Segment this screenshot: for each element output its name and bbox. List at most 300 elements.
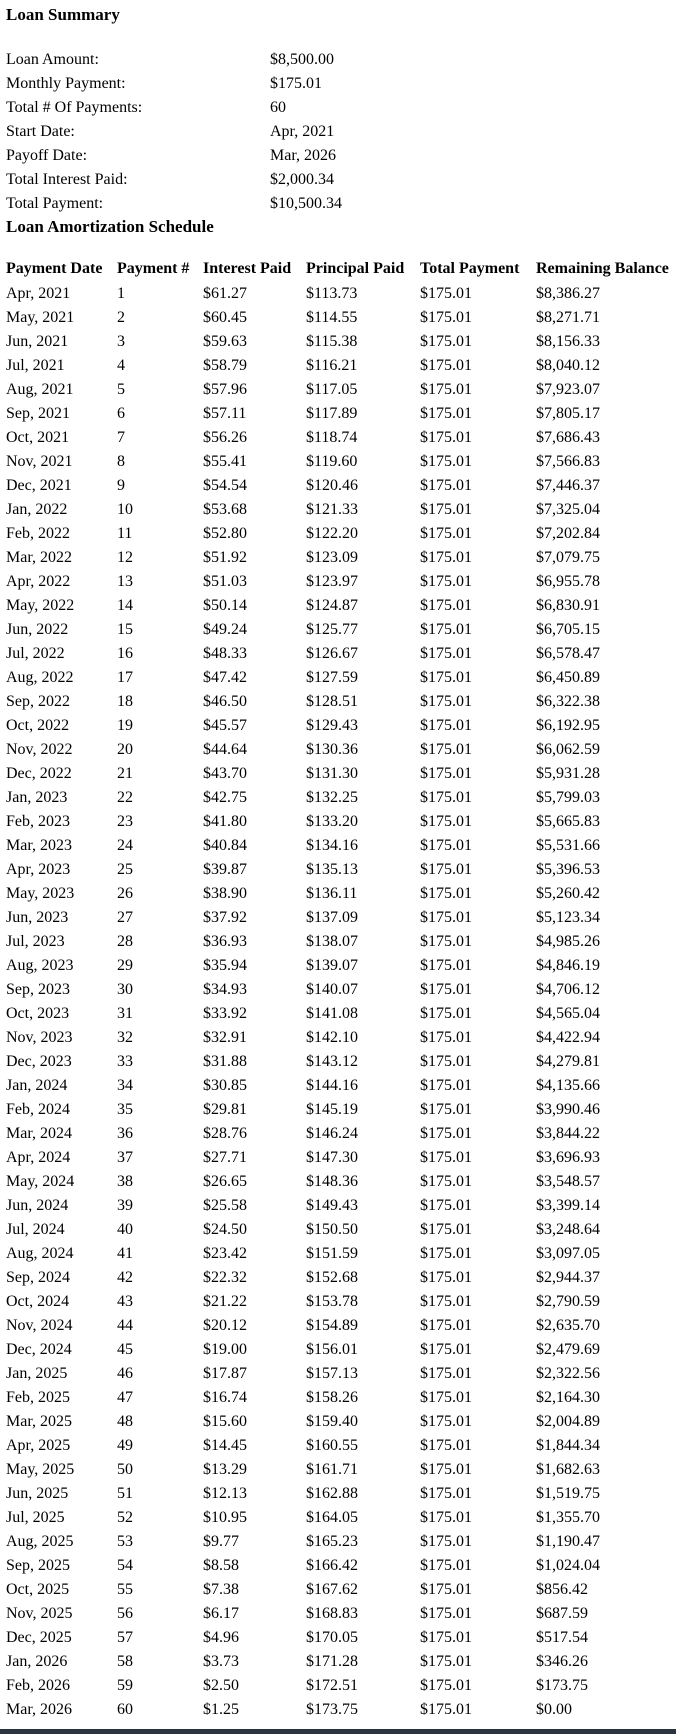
table-row — [6, 762, 676, 786]
cell-payment-date: Oct, 2023 — [6, 1005, 70, 1022]
cell-total-payment: $175.01 — [420, 957, 472, 974]
cell-payment-number: 32 — [117, 1029, 133, 1046]
cell-payment-number: 30 — [117, 981, 133, 998]
cell-principal-paid: $123.97 — [306, 573, 358, 590]
cell-payment-date: May, 2025 — [6, 1461, 75, 1478]
cell-total-payment: $175.01 — [420, 1629, 472, 1646]
cell-remaining-balance: $3,990.46 — [536, 1101, 600, 1118]
cell-remaining-balance: $2,479.69 — [536, 1341, 600, 1358]
cell-payment-number: 49 — [117, 1437, 133, 1454]
cell-total-payment: $175.01 — [420, 813, 472, 830]
cell-interest-paid: $45.57 — [203, 717, 247, 734]
summary-value: $8,500.00 — [270, 51, 334, 68]
cell-payment-number: 41 — [117, 1245, 133, 1262]
table-row — [6, 1122, 676, 1146]
table-row — [6, 690, 676, 714]
cell-payment-number: 26 — [117, 885, 133, 902]
table-row — [6, 546, 676, 570]
cell-remaining-balance: $5,260.42 — [536, 885, 600, 902]
cell-remaining-balance: $1,190.47 — [536, 1533, 600, 1550]
cell-interest-paid: $22.32 — [203, 1269, 247, 1286]
cell-total-payment: $175.01 — [420, 1125, 472, 1142]
cell-payment-number: 6 — [117, 405, 125, 422]
cell-interest-paid: $1.25 — [203, 1701, 239, 1718]
cell-principal-paid: $124.87 — [306, 597, 358, 614]
cell-remaining-balance: $3,548.57 — [536, 1173, 600, 1190]
cell-principal-paid: $149.43 — [306, 1197, 358, 1214]
cell-interest-paid: $49.24 — [203, 621, 247, 638]
table-row — [6, 1170, 676, 1194]
cell-principal-paid: $141.08 — [306, 1005, 358, 1022]
cell-payment-number: 46 — [117, 1365, 133, 1382]
cell-interest-paid: $61.27 — [203, 285, 247, 302]
cell-remaining-balance: $3,248.64 — [536, 1221, 600, 1238]
cell-interest-paid: $35.94 — [203, 957, 247, 974]
cell-principal-paid: $167.62 — [306, 1581, 358, 1598]
cell-remaining-balance: $7,805.17 — [536, 405, 600, 422]
cell-principal-paid: $143.12 — [306, 1053, 358, 1070]
cell-payment-number: 48 — [117, 1413, 133, 1430]
table-row — [6, 1002, 676, 1026]
cell-payment-date: Jan, 2024 — [6, 1077, 68, 1094]
cell-remaining-balance: $0.00 — [536, 1701, 572, 1718]
cell-interest-paid: $57.96 — [203, 381, 247, 398]
cell-payment-number: 44 — [117, 1317, 133, 1334]
cell-payment-number: 51 — [117, 1485, 133, 1502]
cell-principal-paid: $117.05 — [306, 381, 358, 398]
cell-payment-number: 23 — [117, 813, 133, 830]
cell-interest-paid: $4.96 — [203, 1629, 239, 1646]
cell-interest-paid: $48.33 — [203, 645, 247, 662]
cell-remaining-balance: $5,665.83 — [536, 813, 600, 830]
table-row — [6, 402, 676, 426]
cell-remaining-balance: $4,846.19 — [536, 957, 600, 974]
cell-principal-paid: $153.78 — [306, 1293, 358, 1310]
cell-remaining-balance: $6,955.78 — [536, 573, 600, 590]
cell-remaining-balance: $7,686.43 — [536, 429, 600, 446]
cell-principal-paid: $142.10 — [306, 1029, 358, 1046]
cell-principal-paid: $116.21 — [306, 357, 358, 374]
cell-remaining-balance: $6,062.59 — [536, 741, 600, 758]
cell-remaining-balance: $7,923.07 — [536, 381, 600, 398]
cell-total-payment: $175.01 — [420, 1341, 472, 1358]
cell-payment-number: 60 — [117, 1701, 133, 1718]
cell-remaining-balance: $7,446.37 — [536, 477, 600, 494]
summary-row — [6, 72, 676, 96]
cell-interest-paid: $25.58 — [203, 1197, 247, 1214]
cell-interest-paid: $28.76 — [203, 1125, 247, 1142]
cell-interest-paid: $57.11 — [203, 405, 247, 422]
cell-payment-date: Mar, 2023 — [6, 837, 73, 854]
cell-interest-paid: $51.92 — [203, 549, 247, 566]
table-row — [6, 1242, 676, 1266]
table-header-row — [6, 256, 676, 282]
cell-total-payment: $175.01 — [420, 1317, 472, 1334]
cell-interest-paid: $53.68 — [203, 501, 247, 518]
cell-principal-paid: $144.16 — [306, 1077, 358, 1094]
cell-remaining-balance: $4,706.12 — [536, 981, 600, 998]
cell-total-payment: $175.01 — [420, 453, 472, 470]
cell-interest-paid: $36.93 — [203, 933, 247, 950]
cell-payment-number: 28 — [117, 933, 133, 950]
cell-payment-number: 27 — [117, 909, 133, 926]
cell-payment-date: Apr, 2022 — [6, 573, 71, 590]
cell-remaining-balance: $3,844.22 — [536, 1125, 600, 1142]
cell-remaining-balance: $5,396.53 — [536, 861, 600, 878]
cell-payment-number: 47 — [117, 1389, 133, 1406]
cell-remaining-balance: $687.59 — [536, 1605, 588, 1622]
cell-payment-date: Jul, 2023 — [6, 933, 65, 950]
summary-label: Total Interest Paid: — [6, 171, 128, 188]
cell-remaining-balance: $2,322.56 — [536, 1365, 600, 1382]
cell-principal-paid: $168.83 — [306, 1605, 358, 1622]
table-row — [6, 1290, 676, 1314]
cell-payment-date: Oct, 2021 — [6, 429, 70, 446]
cell-total-payment: $175.01 — [420, 933, 472, 950]
table-row — [6, 738, 676, 762]
cell-payment-date: Dec, 2021 — [6, 477, 72, 494]
cell-payment-date: Aug, 2021 — [6, 381, 74, 398]
cell-total-payment: $175.01 — [420, 285, 472, 302]
cell-payment-date: Sep, 2025 — [6, 1557, 70, 1574]
cell-remaining-balance: $346.26 — [536, 1653, 588, 1670]
schedule-title: Loan Amortization Schedule — [6, 217, 214, 236]
cell-total-payment: $175.01 — [420, 381, 472, 398]
cell-interest-paid: $44.64 — [203, 741, 247, 758]
cell-payment-number: 15 — [117, 621, 133, 638]
table-row — [6, 594, 676, 618]
cell-payment-date: Dec, 2025 — [6, 1629, 72, 1646]
table-row — [6, 570, 676, 594]
cell-principal-paid: $145.19 — [306, 1101, 358, 1118]
cell-total-payment: $175.01 — [420, 1149, 472, 1166]
cell-payment-date: Jul, 2025 — [6, 1509, 65, 1526]
cell-total-payment: $175.01 — [420, 501, 472, 518]
cell-payment-number: 42 — [117, 1269, 133, 1286]
cell-total-payment: $175.01 — [420, 1197, 472, 1214]
cell-total-payment: $175.01 — [420, 1077, 472, 1094]
cell-interest-paid: $51.03 — [203, 573, 247, 590]
cell-total-payment: $175.01 — [420, 405, 472, 422]
cell-payment-date: Jul, 2024 — [6, 1221, 65, 1238]
cell-total-payment: $175.01 — [420, 669, 472, 686]
table-row — [6, 834, 676, 858]
cell-payment-number: 4 — [117, 357, 125, 374]
cell-payment-number: 35 — [117, 1101, 133, 1118]
cell-interest-paid: $38.90 — [203, 885, 247, 902]
col-header-interest-paid: Interest Paid — [203, 260, 292, 277]
col-header-payment-number: Payment # — [117, 260, 190, 277]
cell-payment-number: 31 — [117, 1005, 133, 1022]
cell-principal-paid: $150.50 — [306, 1221, 358, 1238]
cell-principal-paid: $122.20 — [306, 525, 358, 542]
cell-total-payment: $175.01 — [420, 1101, 472, 1118]
cell-principal-paid: $159.40 — [306, 1413, 358, 1430]
cell-principal-paid: $138.07 — [306, 933, 358, 950]
cell-interest-paid: $58.79 — [203, 357, 247, 374]
cell-total-payment: $175.01 — [420, 357, 472, 374]
cell-payment-date: Feb, 2024 — [6, 1101, 70, 1118]
cell-payment-date: Aug, 2025 — [6, 1533, 74, 1550]
cell-total-payment: $175.01 — [420, 549, 472, 566]
cell-total-payment: $175.01 — [420, 1269, 472, 1286]
cell-interest-paid: $6.17 — [203, 1605, 239, 1622]
cell-payment-number: 8 — [117, 453, 125, 470]
cell-remaining-balance: $1,024.04 — [536, 1557, 600, 1574]
cell-payment-number: 50 — [117, 1461, 133, 1478]
cell-principal-paid: $151.59 — [306, 1245, 358, 1262]
table-row — [6, 1410, 676, 1434]
table-body — [6, 282, 676, 1722]
cell-payment-number: 12 — [117, 549, 133, 566]
cell-payment-date: Jun, 2021 — [6, 333, 69, 350]
table-row — [6, 1026, 676, 1050]
table-row — [6, 1098, 676, 1122]
cell-total-payment: $175.01 — [420, 1029, 472, 1046]
cell-remaining-balance: $1,844.34 — [536, 1437, 600, 1454]
table-row — [6, 306, 676, 330]
summary-row — [6, 192, 676, 216]
cell-payment-date: Jun, 2023 — [6, 909, 69, 926]
table-row — [6, 858, 676, 882]
cell-payment-number: 10 — [117, 501, 133, 518]
table-row — [6, 1626, 676, 1650]
cell-principal-paid: $114.55 — [306, 309, 358, 326]
cell-principal-paid: $162.88 — [306, 1485, 358, 1502]
cell-remaining-balance: $856.42 — [536, 1581, 588, 1598]
cell-interest-paid: $2.50 — [203, 1677, 239, 1694]
cell-total-payment: $175.01 — [420, 333, 472, 350]
cell-remaining-balance: $4,565.04 — [536, 1005, 600, 1022]
cell-total-payment: $175.01 — [420, 1173, 472, 1190]
cell-remaining-balance: $5,531.66 — [536, 837, 600, 854]
cell-principal-paid: $126.67 — [306, 645, 358, 662]
cell-payment-date: Nov, 2025 — [6, 1605, 73, 1622]
cell-payment-number: 56 — [117, 1605, 133, 1622]
cell-remaining-balance: $1,355.70 — [536, 1509, 600, 1526]
cell-principal-paid: $119.60 — [306, 453, 358, 470]
cell-principal-paid: $170.05 — [306, 1629, 358, 1646]
cell-payment-number: 20 — [117, 741, 133, 758]
summary-title: Loan Summary — [6, 5, 120, 24]
cell-remaining-balance: $8,156.33 — [536, 333, 600, 350]
cell-payment-number: 55 — [117, 1581, 133, 1598]
cell-payment-number: 7 — [117, 429, 125, 446]
cell-payment-date: Nov, 2024 — [6, 1317, 73, 1334]
cell-interest-paid: $7.38 — [203, 1581, 239, 1598]
cell-payment-date: Nov, 2022 — [6, 741, 73, 758]
summary-row — [6, 96, 676, 120]
cell-remaining-balance: $8,040.12 — [536, 357, 600, 374]
cell-interest-paid: $19.00 — [203, 1341, 247, 1358]
cell-interest-paid: $23.42 — [203, 1245, 247, 1262]
cell-principal-paid: $125.77 — [306, 621, 358, 638]
table-row — [6, 1674, 676, 1698]
table-row — [6, 1458, 676, 1482]
cell-total-payment: $175.01 — [420, 909, 472, 926]
cell-interest-paid: $43.70 — [203, 765, 247, 782]
cell-payment-date: Jul, 2022 — [6, 645, 65, 662]
cell-remaining-balance: $7,325.04 — [536, 501, 600, 518]
cell-total-payment: $175.01 — [420, 1293, 472, 1310]
cell-interest-paid: $8.58 — [203, 1557, 239, 1574]
cell-payment-date: Oct, 2022 — [6, 717, 70, 734]
cell-payment-date: Aug, 2022 — [6, 669, 74, 686]
table-row — [6, 426, 676, 450]
cell-interest-paid: $59.63 — [203, 333, 247, 350]
table-row — [6, 474, 676, 498]
cell-payment-date: Feb, 2025 — [6, 1389, 70, 1406]
cell-payment-date: Sep, 2024 — [6, 1269, 70, 1286]
cell-payment-date: Dec, 2023 — [6, 1053, 72, 1070]
cell-payment-number: 25 — [117, 861, 133, 878]
cell-interest-paid: $50.14 — [203, 597, 247, 614]
cell-principal-paid: $117.89 — [306, 405, 358, 422]
cell-interest-paid: $54.54 — [203, 477, 247, 494]
cell-total-payment: $175.01 — [420, 1509, 472, 1526]
cell-total-payment: $175.01 — [420, 645, 472, 662]
table-row — [6, 1314, 676, 1338]
cell-principal-paid: $164.05 — [306, 1509, 358, 1526]
table-row — [6, 1218, 676, 1242]
table-row — [6, 450, 676, 474]
summary-value: Apr, 2021 — [270, 123, 335, 140]
cell-principal-paid: $128.51 — [306, 693, 358, 710]
cell-payment-date: Apr, 2025 — [6, 1437, 71, 1454]
summary-row — [6, 48, 676, 72]
cell-payment-date: Oct, 2025 — [6, 1581, 70, 1598]
cell-payment-date: Nov, 2023 — [6, 1029, 73, 1046]
table-row — [6, 1506, 676, 1530]
cell-payment-number: 38 — [117, 1173, 133, 1190]
col-header-principal-paid: Principal Paid — [306, 260, 405, 277]
amortization-table — [6, 256, 676, 1722]
cell-interest-paid: $42.75 — [203, 789, 247, 806]
table-row — [6, 1578, 676, 1602]
cell-interest-paid: $46.50 — [203, 693, 247, 710]
cell-total-payment: $175.01 — [420, 1389, 472, 1406]
cell-payment-number: 1 — [117, 285, 125, 302]
cell-payment-date: Jun, 2024 — [6, 1197, 69, 1214]
cell-payment-date: Nov, 2021 — [6, 453, 73, 470]
cell-principal-paid: $123.09 — [306, 549, 358, 566]
cell-remaining-balance: $4,422.94 — [536, 1029, 600, 1046]
cell-payment-date: Mar, 2022 — [6, 549, 73, 566]
cell-interest-paid: $14.45 — [203, 1437, 247, 1454]
table-row — [6, 1386, 676, 1410]
cell-payment-date: Jan, 2025 — [6, 1365, 68, 1382]
table-row — [6, 1146, 676, 1170]
cell-remaining-balance: $2,944.37 — [536, 1269, 600, 1286]
cell-payment-number: 3 — [117, 333, 125, 350]
table-row — [6, 642, 676, 666]
cell-payment-date: Dec, 2024 — [6, 1341, 72, 1358]
table-row — [6, 1554, 676, 1578]
cell-principal-paid: $130.36 — [306, 741, 358, 758]
cell-total-payment: $175.01 — [420, 1461, 472, 1478]
table-row — [6, 954, 676, 978]
cell-payment-date: Apr, 2021 — [6, 285, 71, 302]
cell-payment-number: 5 — [117, 381, 125, 398]
loan-summary — [6, 48, 676, 216]
cell-payment-date: Jul, 2021 — [6, 357, 65, 374]
cell-payment-date: Oct, 2024 — [6, 1293, 70, 1310]
summary-row — [6, 120, 676, 144]
table-row — [6, 1698, 676, 1722]
summary-label: Payoff Date: — [6, 147, 88, 164]
cell-payment-date: Apr, 2023 — [6, 861, 71, 878]
cell-payment-number: 45 — [117, 1341, 133, 1358]
cell-principal-paid: $113.73 — [306, 285, 358, 302]
cell-total-payment: $175.01 — [420, 1413, 472, 1430]
cell-remaining-balance: $1,682.63 — [536, 1461, 600, 1478]
cell-payment-date: Jan, 2022 — [6, 501, 68, 518]
cell-principal-paid: $154.89 — [306, 1317, 358, 1334]
cell-remaining-balance: $2,164.30 — [536, 1389, 600, 1406]
cell-total-payment: $175.01 — [420, 981, 472, 998]
cell-remaining-balance: $173.75 — [536, 1677, 588, 1694]
col-header-payment-date: Payment Date — [6, 260, 103, 277]
cell-remaining-balance: $6,705.15 — [536, 621, 600, 638]
table-row — [6, 1074, 676, 1098]
cell-payment-number: 33 — [117, 1053, 133, 1070]
table-row — [6, 1434, 676, 1458]
table-row — [6, 1482, 676, 1506]
cell-payment-number: 21 — [117, 765, 133, 782]
cell-payment-number: 54 — [117, 1557, 133, 1574]
summary-label: Total # Of Payments: — [6, 99, 143, 116]
cell-interest-paid: $31.88 — [203, 1053, 247, 1070]
cell-payment-date: Feb, 2023 — [6, 813, 70, 830]
cell-payment-date: Jun, 2022 — [6, 621, 69, 638]
summary-value: $2,000.34 — [270, 171, 334, 188]
cell-principal-paid: $134.16 — [306, 837, 358, 854]
cell-remaining-balance: $517.54 — [536, 1629, 588, 1646]
cell-total-payment: $175.01 — [420, 1605, 472, 1622]
table-row — [6, 330, 676, 354]
cell-interest-paid: $47.42 — [203, 669, 247, 686]
cell-remaining-balance: $6,578.47 — [536, 645, 600, 662]
cell-principal-paid: $131.30 — [306, 765, 358, 782]
cell-payment-date: Jan, 2026 — [6, 1653, 68, 1670]
summary-label: Loan Amount: — [6, 51, 99, 68]
cell-principal-paid: $161.71 — [306, 1461, 358, 1478]
cell-interest-paid: $52.80 — [203, 525, 247, 542]
table-row — [6, 786, 676, 810]
cell-total-payment: $175.01 — [420, 1365, 472, 1382]
cell-principal-paid: $171.28 — [306, 1653, 358, 1670]
table-row — [6, 666, 676, 690]
cell-total-payment: $175.01 — [420, 1581, 472, 1598]
cell-interest-paid: $33.92 — [203, 1005, 247, 1022]
table-row — [6, 498, 676, 522]
cell-interest-paid: $30.85 — [203, 1077, 247, 1094]
cell-principal-paid: $135.13 — [306, 861, 358, 878]
table-row — [6, 930, 676, 954]
cell-principal-paid: $165.23 — [306, 1533, 358, 1550]
cell-total-payment: $175.01 — [420, 837, 472, 854]
cell-principal-paid: $139.07 — [306, 957, 358, 974]
col-header-remaining-balance: Remaining Balance — [536, 260, 669, 277]
cell-payment-number: 19 — [117, 717, 133, 734]
cell-payment-number: 18 — [117, 693, 133, 710]
cell-remaining-balance: $6,322.38 — [536, 693, 600, 710]
table-row — [6, 1602, 676, 1626]
cell-interest-paid: $60.45 — [203, 309, 247, 326]
cell-principal-paid: $129.43 — [306, 717, 358, 734]
cell-total-payment: $175.01 — [420, 477, 472, 494]
cell-total-payment: $175.01 — [420, 1653, 472, 1670]
